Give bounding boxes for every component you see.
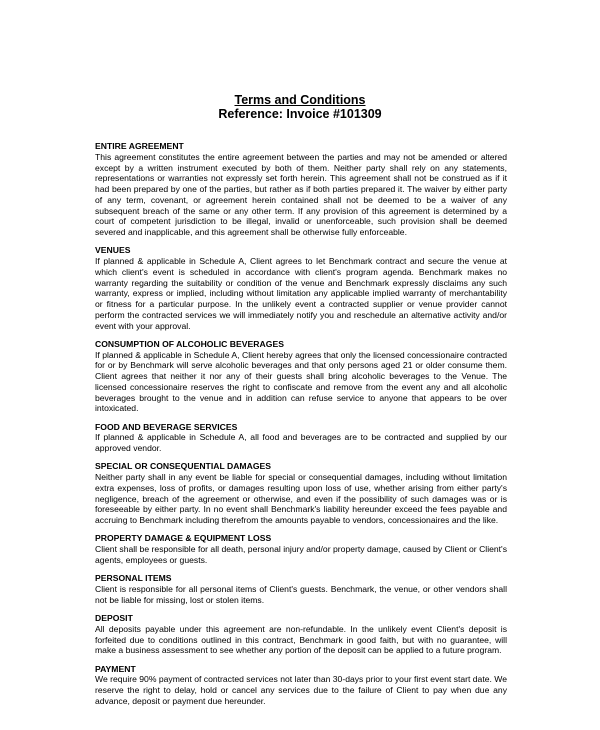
section-title: PROPERTY DAMAGE & EQUIPMENT LOSS bbox=[95, 533, 272, 544]
section-body: If planned & applicable in Schedule A, Client agrees to let Benchmark contract and secure the venue at which client's event is scheduled in accordance with client's program agenda. Benchmark makes no warranty regarding the suitability or condition of the venue and Benchmark expressly disclaims any such warranty, express or implied, including without limitation any applicable implied warranty of merchantability or fitness for a particular purpose. In the unlikely event a contracted supplier or venue provider cannot perform the contracted services we will immediately notify you and reschedule an alternative activity and/or event with your approval. bbox=[95, 256, 507, 331]
section-consequential-damages bbox=[95, 461, 507, 526]
section-body: This agreement constitutes the entire agreement between the parties and may not be amended or altered except by a written instrument executed by both of them. Neither party shall rely on any statements, representations or warranties not expressly set forth herein. This agreement shall not be construed as if it had been prepared by one of the parties, but rather as if both parties prepared it. The waiver by either party of any term, covenant, or agreement herein contained shall not be deemed to be a waiver of any subsequent breach of the same or any other term. If any provision of this agreement is determined by a court of competent jurisdiction to be illegal, invalid or unenforceable, such provision shall be deemed severed and inapplicable, and this agreement shall be otherwise fully enforceable. bbox=[95, 151, 507, 238]
section-body: Client shall be responsible for all death, personal injury and/or property damage, caused by Client or Client's agents, employees or guests. bbox=[95, 544, 507, 566]
section-title: ENTIRE AGREEMENT bbox=[95, 141, 184, 151]
section-food-beverage bbox=[95, 422, 507, 454]
section-body: All deposits payable under this agreement are non-refundable. In the unlikely event Client's deposit is forfeited due to conditions outlined in this contract, Benchmark in good faith, but with no guarantee, will make a business assessment to see whether any portion of the deposit can be applied to a future program. bbox=[95, 623, 507, 656]
section-title: DEPOSIT bbox=[95, 613, 133, 624]
terms-content bbox=[95, 141, 507, 714]
section-entire-agreement bbox=[95, 141, 507, 238]
section-title: CONSUMPTION OF ALCOHOLIC BEVERAGES bbox=[95, 338, 284, 349]
section-body: Client is responsible for all personal items of Client's guests. Benchmark, the venue, or other vendors shall not be liable for missing, lost or stolen items. bbox=[95, 584, 507, 605]
section-title: PERSONAL ITEMS bbox=[95, 573, 172, 584]
document-header bbox=[0, 93, 600, 121]
section-title: PAYMENT bbox=[95, 663, 136, 674]
section-title: SPECIAL OR CONSEQUENTIAL DAMAGES bbox=[95, 461, 272, 472]
section-personal-items bbox=[95, 573, 507, 605]
section-title: FOOD AND BEVERAGE SERVICES bbox=[95, 421, 238, 432]
section-alcoholic-beverages bbox=[95, 339, 507, 414]
section-body: If planned & applicable in Schedule A, Client hereby agrees that only the licensed concessionaire contracted for or by Benchmark will serve alcoholic beverages and that only persons aged 21 or older consume them. Client agrees that neither it nor any of their guests shall bring alcoholic beverages to the Venue. The licensed concessionaire reserves the right to confiscate and remove from the event any and all alcoholic beverages brought to the venue and in addition can refuse service to anyone that appears to be over intoxicated. bbox=[95, 349, 507, 414]
section-payment bbox=[95, 664, 507, 707]
section-body: Neither party shall in any event be liable for special or consequential damages, including without limitation extra expenses, loss of profits, or damages resulting upon loss of use, whether arising from either party's negligence, breach of the agreement or otherwise, and even if the possibility of such damages was or is foreseeable by either party. In no event shall Benchmark's liability hereunder exceed the fees payable and accruing to Benchmark including therefrom the amounts payable to vendors, concessionaires and the like. bbox=[95, 472, 507, 526]
section-property-damage bbox=[95, 533, 507, 565]
document-title: Terms and Conditions bbox=[234, 93, 366, 107]
section-deposit bbox=[95, 613, 507, 656]
section-venues bbox=[95, 245, 507, 331]
section-body: We require 90% payment of contracted services not later than 30-days prior to your first event start date. We reserve the right to delay, hold or cancel any services due to the failure of Client to pay when due any advance, deposit or payment due hereunder. bbox=[95, 674, 507, 706]
section-title: VENUES bbox=[95, 245, 131, 256]
invoice-reference: Reference: Invoice #101309 bbox=[218, 107, 382, 121]
section-body: If planned & applicable in Schedule A, all food and beverages are to be contracted and supplied by our approved vendor. bbox=[95, 432, 507, 454]
